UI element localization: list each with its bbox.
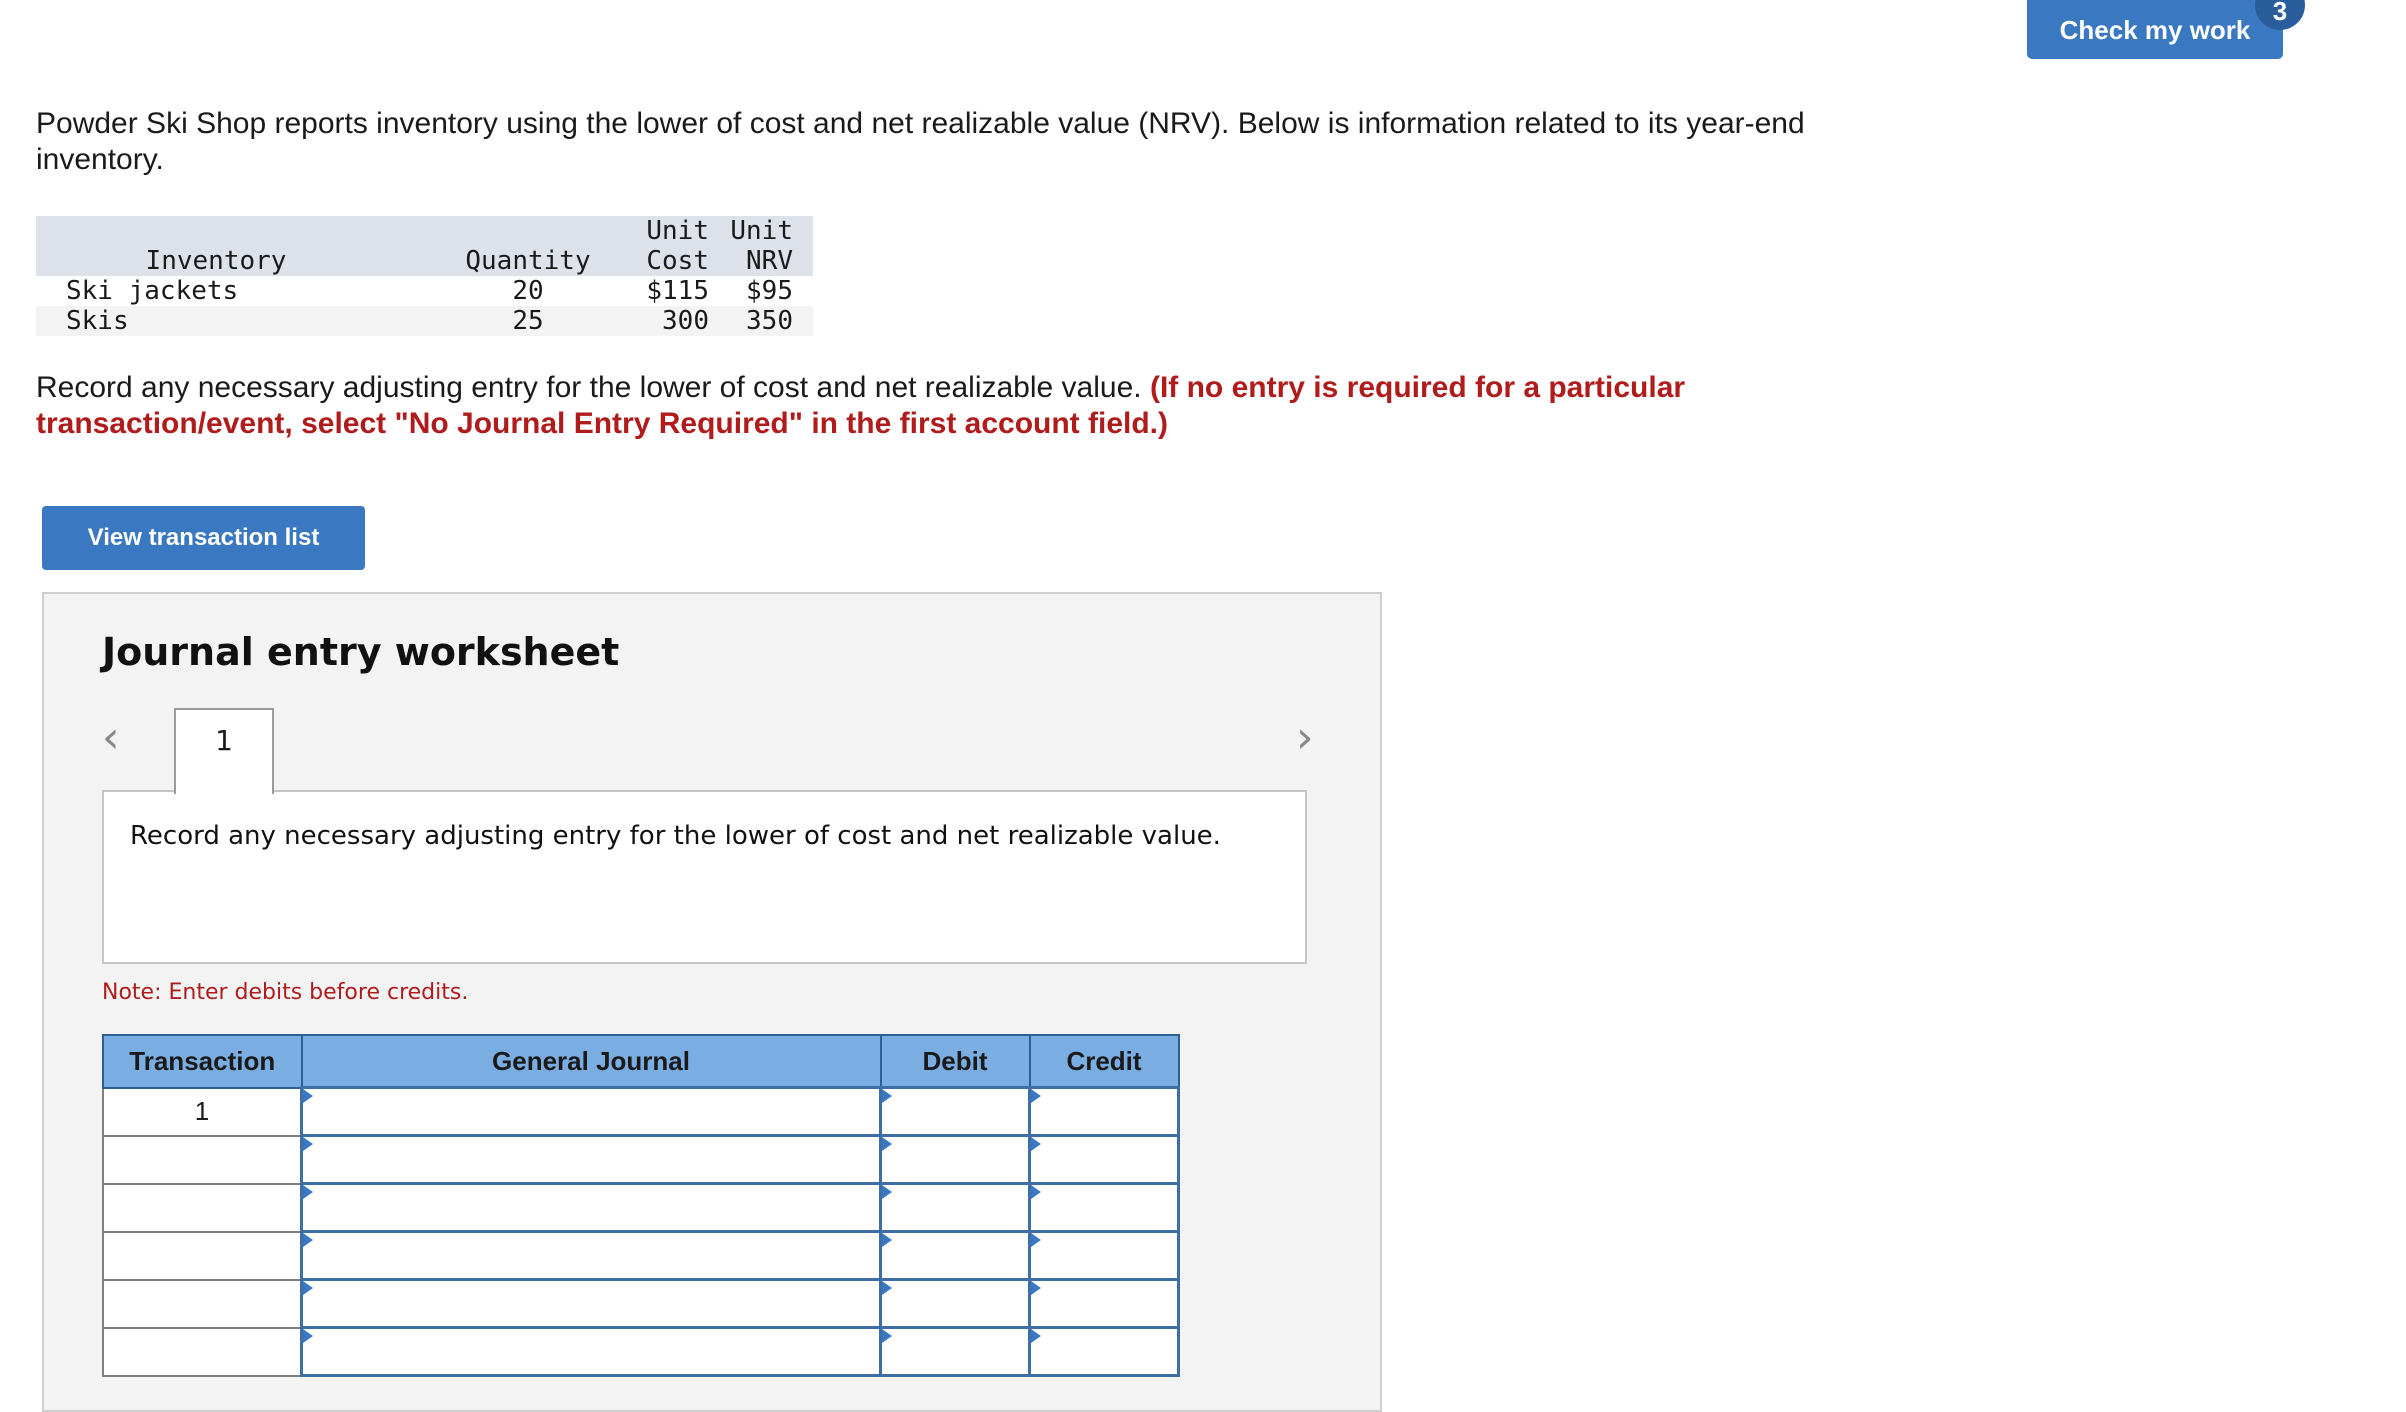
inventory-row (36, 276, 813, 306)
debit-field[interactable] (881, 1232, 1030, 1280)
instruction-note: (If no entry is required for a particular transaction/event, select "No Journal Entry Required" in the first account field.) (36, 371, 1686, 440)
inventory-name: Ski jackets (66, 276, 239, 306)
header-unit-cost-bottom: Cost (646, 246, 709, 276)
header-unit-cost (593, 216, 713, 276)
worksheet-title: Journal entry worksheet (102, 630, 620, 674)
chevron-right-icon[interactable]: › (1296, 712, 1314, 763)
inventory-table (36, 216, 813, 336)
dropdown-marker-icon (882, 1185, 892, 1199)
dropdown-marker-icon (303, 1233, 313, 1247)
header-unit-nrv-bottom: NRV (746, 246, 793, 276)
instruction-text (36, 370, 1836, 442)
debits-credits-note: Note: Enter debits before credits. (102, 980, 469, 1005)
column-general-journal: General Journal (302, 1035, 881, 1088)
debit-field[interactable] (881, 1088, 1030, 1136)
header-inventory: Inventory (145, 246, 287, 276)
journal-row (103, 1280, 1179, 1328)
inventory-cost: $115 (646, 276, 709, 306)
chevron-left-icon[interactable]: ‹ (102, 712, 120, 763)
inventory-table-header (36, 216, 813, 276)
dropdown-marker-icon (1031, 1137, 1041, 1151)
dropdown-marker-icon (1031, 1089, 1041, 1103)
dropdown-marker-icon (303, 1329, 313, 1343)
credit-field[interactable] (1030, 1280, 1179, 1328)
debit-field[interactable] (881, 1184, 1030, 1232)
transaction-cell (103, 1136, 302, 1184)
transaction-cell (103, 1232, 302, 1280)
credit-field[interactable] (1030, 1232, 1179, 1280)
account-field[interactable] (302, 1136, 881, 1184)
journal-row (103, 1136, 1179, 1184)
tab-transaction-1[interactable]: 1 (174, 708, 274, 794)
check-my-work-button[interactable]: Check my work (2027, 0, 2283, 59)
problem-intro: Powder Ski Shop reports inventory using the lower of cost and net realizable value (NRV). Below is information related to its year-end inventory. (36, 107, 1805, 176)
entry-description: Record any necessary adjusting entry for the lower of cost and net realizable value. (102, 790, 1307, 964)
dropdown-marker-icon (303, 1089, 313, 1103)
dropdown-marker-icon (303, 1281, 313, 1295)
debit-field[interactable] (881, 1328, 1030, 1376)
journal-row (103, 1088, 1179, 1136)
attempts-badge: 3 (2255, 0, 2305, 30)
credit-field[interactable] (1030, 1136, 1179, 1184)
dropdown-marker-icon (303, 1185, 313, 1199)
account-field[interactable] (302, 1232, 881, 1280)
column-debit: Debit (881, 1035, 1030, 1088)
journal-row (103, 1232, 1179, 1280)
account-field[interactable] (302, 1088, 881, 1136)
transaction-cell (103, 1280, 302, 1328)
dropdown-marker-icon (1031, 1281, 1041, 1295)
debit-field[interactable] (881, 1280, 1030, 1328)
view-transaction-list-button[interactable]: View transaction list (42, 506, 365, 570)
inventory-nrv: $95 (746, 276, 793, 306)
inventory-row (36, 306, 813, 336)
inventory-cost: 300 (662, 306, 709, 336)
column-transaction: Transaction (103, 1035, 302, 1088)
dropdown-marker-icon (882, 1089, 892, 1103)
instruction-main: Record any necessary adjusting entry for the lower of cost and net realizable value. (36, 371, 1142, 404)
credit-field[interactable] (1030, 1328, 1179, 1376)
header-unit-cost-top: Unit (646, 216, 709, 246)
dropdown-marker-icon (882, 1329, 892, 1343)
column-credit: Credit (1030, 1035, 1179, 1088)
transaction-cell: 1 (103, 1088, 302, 1136)
journal-row (103, 1184, 1179, 1232)
dropdown-marker-icon (1031, 1233, 1041, 1247)
dropdown-marker-icon (882, 1281, 892, 1295)
account-field[interactable] (302, 1184, 881, 1232)
account-field[interactable] (302, 1280, 881, 1328)
inventory-qty: 25 (512, 306, 544, 336)
transaction-cell (103, 1184, 302, 1232)
journal-table-header (103, 1035, 1179, 1088)
dropdown-marker-icon (882, 1137, 892, 1151)
credit-field[interactable] (1030, 1184, 1179, 1232)
dropdown-marker-icon (882, 1233, 892, 1247)
inventory-name: Skis (66, 306, 129, 336)
transaction-cell (103, 1328, 302, 1376)
journal-table (102, 1034, 1180, 1377)
inventory-nrv: 350 (746, 306, 793, 336)
inventory-qty: 20 (512, 276, 544, 306)
debit-field[interactable] (881, 1136, 1030, 1184)
dropdown-marker-icon (1031, 1185, 1041, 1199)
credit-field[interactable] (1030, 1088, 1179, 1136)
journal-entry-worksheet (42, 592, 1382, 1412)
account-field[interactable] (302, 1328, 881, 1376)
dropdown-marker-icon (1031, 1329, 1041, 1343)
journal-row (103, 1328, 1179, 1376)
header-unit-nrv (713, 216, 813, 276)
dropdown-marker-icon (303, 1137, 313, 1151)
header-quantity: Quantity (465, 246, 591, 276)
header-unit-nrv-top: Unit (730, 216, 793, 246)
